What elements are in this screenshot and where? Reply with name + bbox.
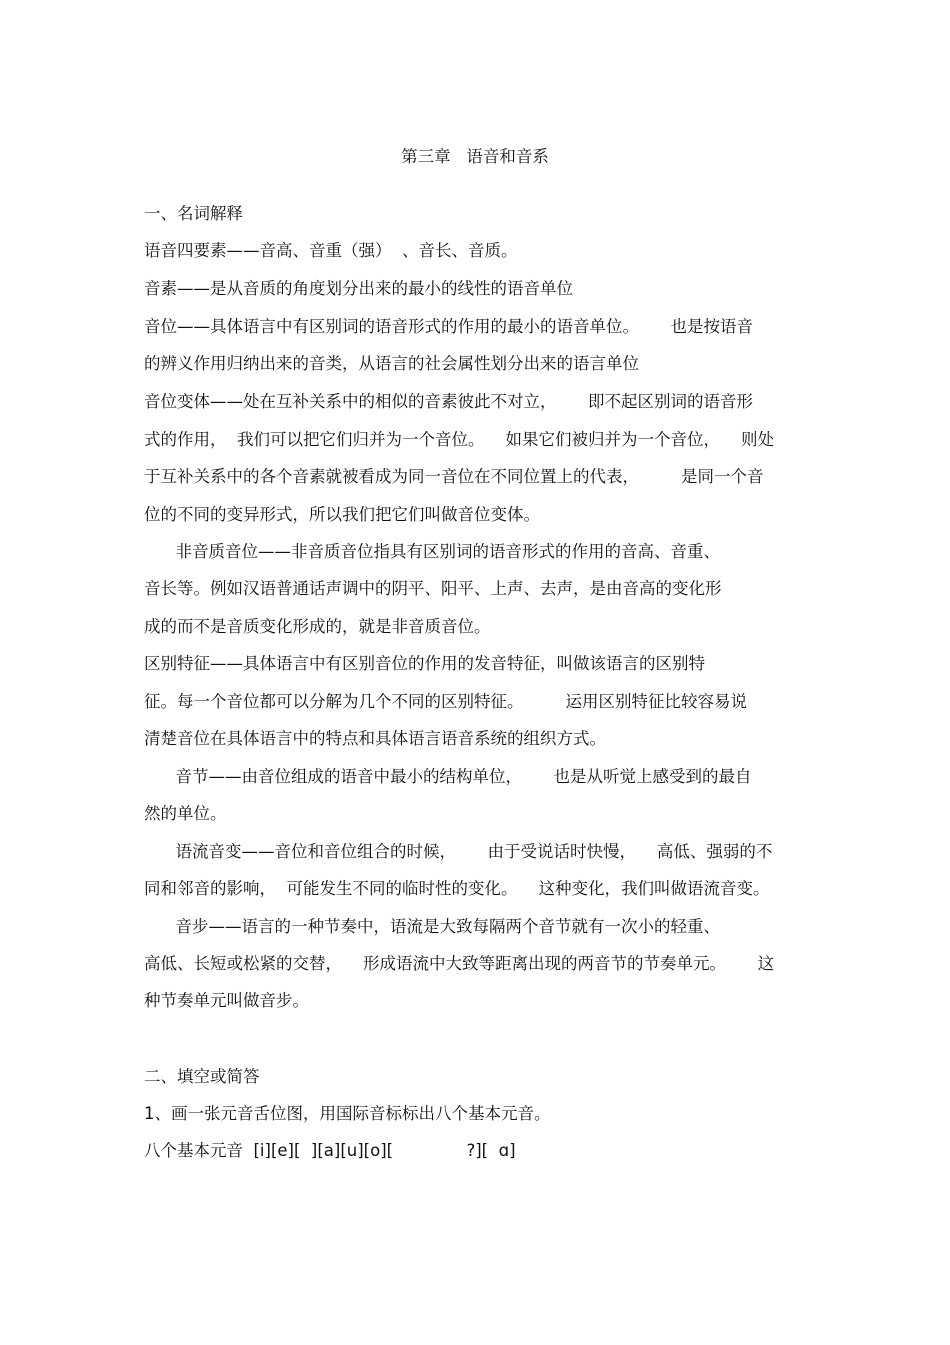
term-line: 清楚音位在具体语言中的特点和具体语言语音系统的组织方式。 bbox=[144, 729, 606, 748]
answer-vowels: 八个基本元音 [i][e][ ][a][u][o][ ?][ ɑ] bbox=[144, 1141, 516, 1160]
chapter-title: 第三章 语音和音系 bbox=[401, 147, 549, 166]
term-line: 区别特征——具体语言中有区别音位的作用的发音特征，叫做该语言的区别特 bbox=[144, 654, 705, 673]
question-1: 1、画一张元音舌位图，用国际音标标出八个基本元音。 bbox=[144, 1104, 551, 1123]
term-line: 高低、长短或松紧的交替， 形成语流中大致等距离出现的两音节的节奏单元。 这 bbox=[144, 954, 774, 973]
term-line: 音位变体——处在互补关系中的相似的音素彼此不对立， 即不起区别词的语音形 bbox=[144, 392, 753, 411]
term-line: 音节——由音位组成的语音中最小的结构单位， 也是从听觉上感受到的最自 bbox=[144, 767, 752, 786]
term-line: 音素——是从音质的角度划分出来的最小的线性的语音单位 bbox=[144, 279, 573, 298]
term-line: 式的作用， 我们可以把它们归并为一个音位。 如果它们被归并为一个音位， 则处 bbox=[144, 430, 774, 449]
term-line: 同和邻音的影响， 可能发生不同的临时性的变化。 这种变化，我们叫做语流音变。 bbox=[144, 879, 770, 898]
term-line: 语流音变——音位和音位组合的时候， 由于受说话时快慢， 高低、强弱的不 bbox=[144, 842, 773, 861]
section-heading-terms: 一、名词解释 bbox=[144, 204, 243, 223]
section-heading-questions: 二、填空或简答 bbox=[144, 1067, 260, 1086]
term-line: 然的单位。 bbox=[144, 804, 227, 823]
term-line: 音位——具体语言中有区别词的语音形式的作用的最小的语音单位。 也是按语音 bbox=[144, 317, 753, 336]
term-line: 征。每一个音位都可以分解为几个不同的区别特征。 运用区别特征比较容易说 bbox=[144, 692, 747, 711]
term-line: 于互补关系中的各个音素就被看成为同一音位在不同位置上的代表， 是同一个音 bbox=[144, 467, 764, 486]
term-line: 种节奏单元叫做音步。 bbox=[144, 991, 309, 1010]
term-line: 音步——语言的一种节奏中，语流是大致每隔两个音节就有一次小的轻重、 bbox=[144, 917, 720, 936]
term-line: 音长等。例如汉语普通话声调中的阴平、阳平、上声、去声，是由音高的变化形 bbox=[144, 579, 722, 598]
term-line: 位的不同的变异形式，所以我们把它们叫做音位变体。 bbox=[144, 505, 540, 524]
term-line: 的辨义作用归纳出来的音类，从语言的社会属性划分出来的语言单位 bbox=[144, 354, 639, 373]
term-line: 语音四要素——音高、音重（强） 、音长、音质。 bbox=[144, 241, 518, 260]
term-line: 成的而不是音质变化形成的，就是非音质音位。 bbox=[144, 617, 491, 636]
term-line: 非音质音位——非音质音位指具有区别词的语音形式的作用的音高、音重、 bbox=[144, 542, 720, 561]
